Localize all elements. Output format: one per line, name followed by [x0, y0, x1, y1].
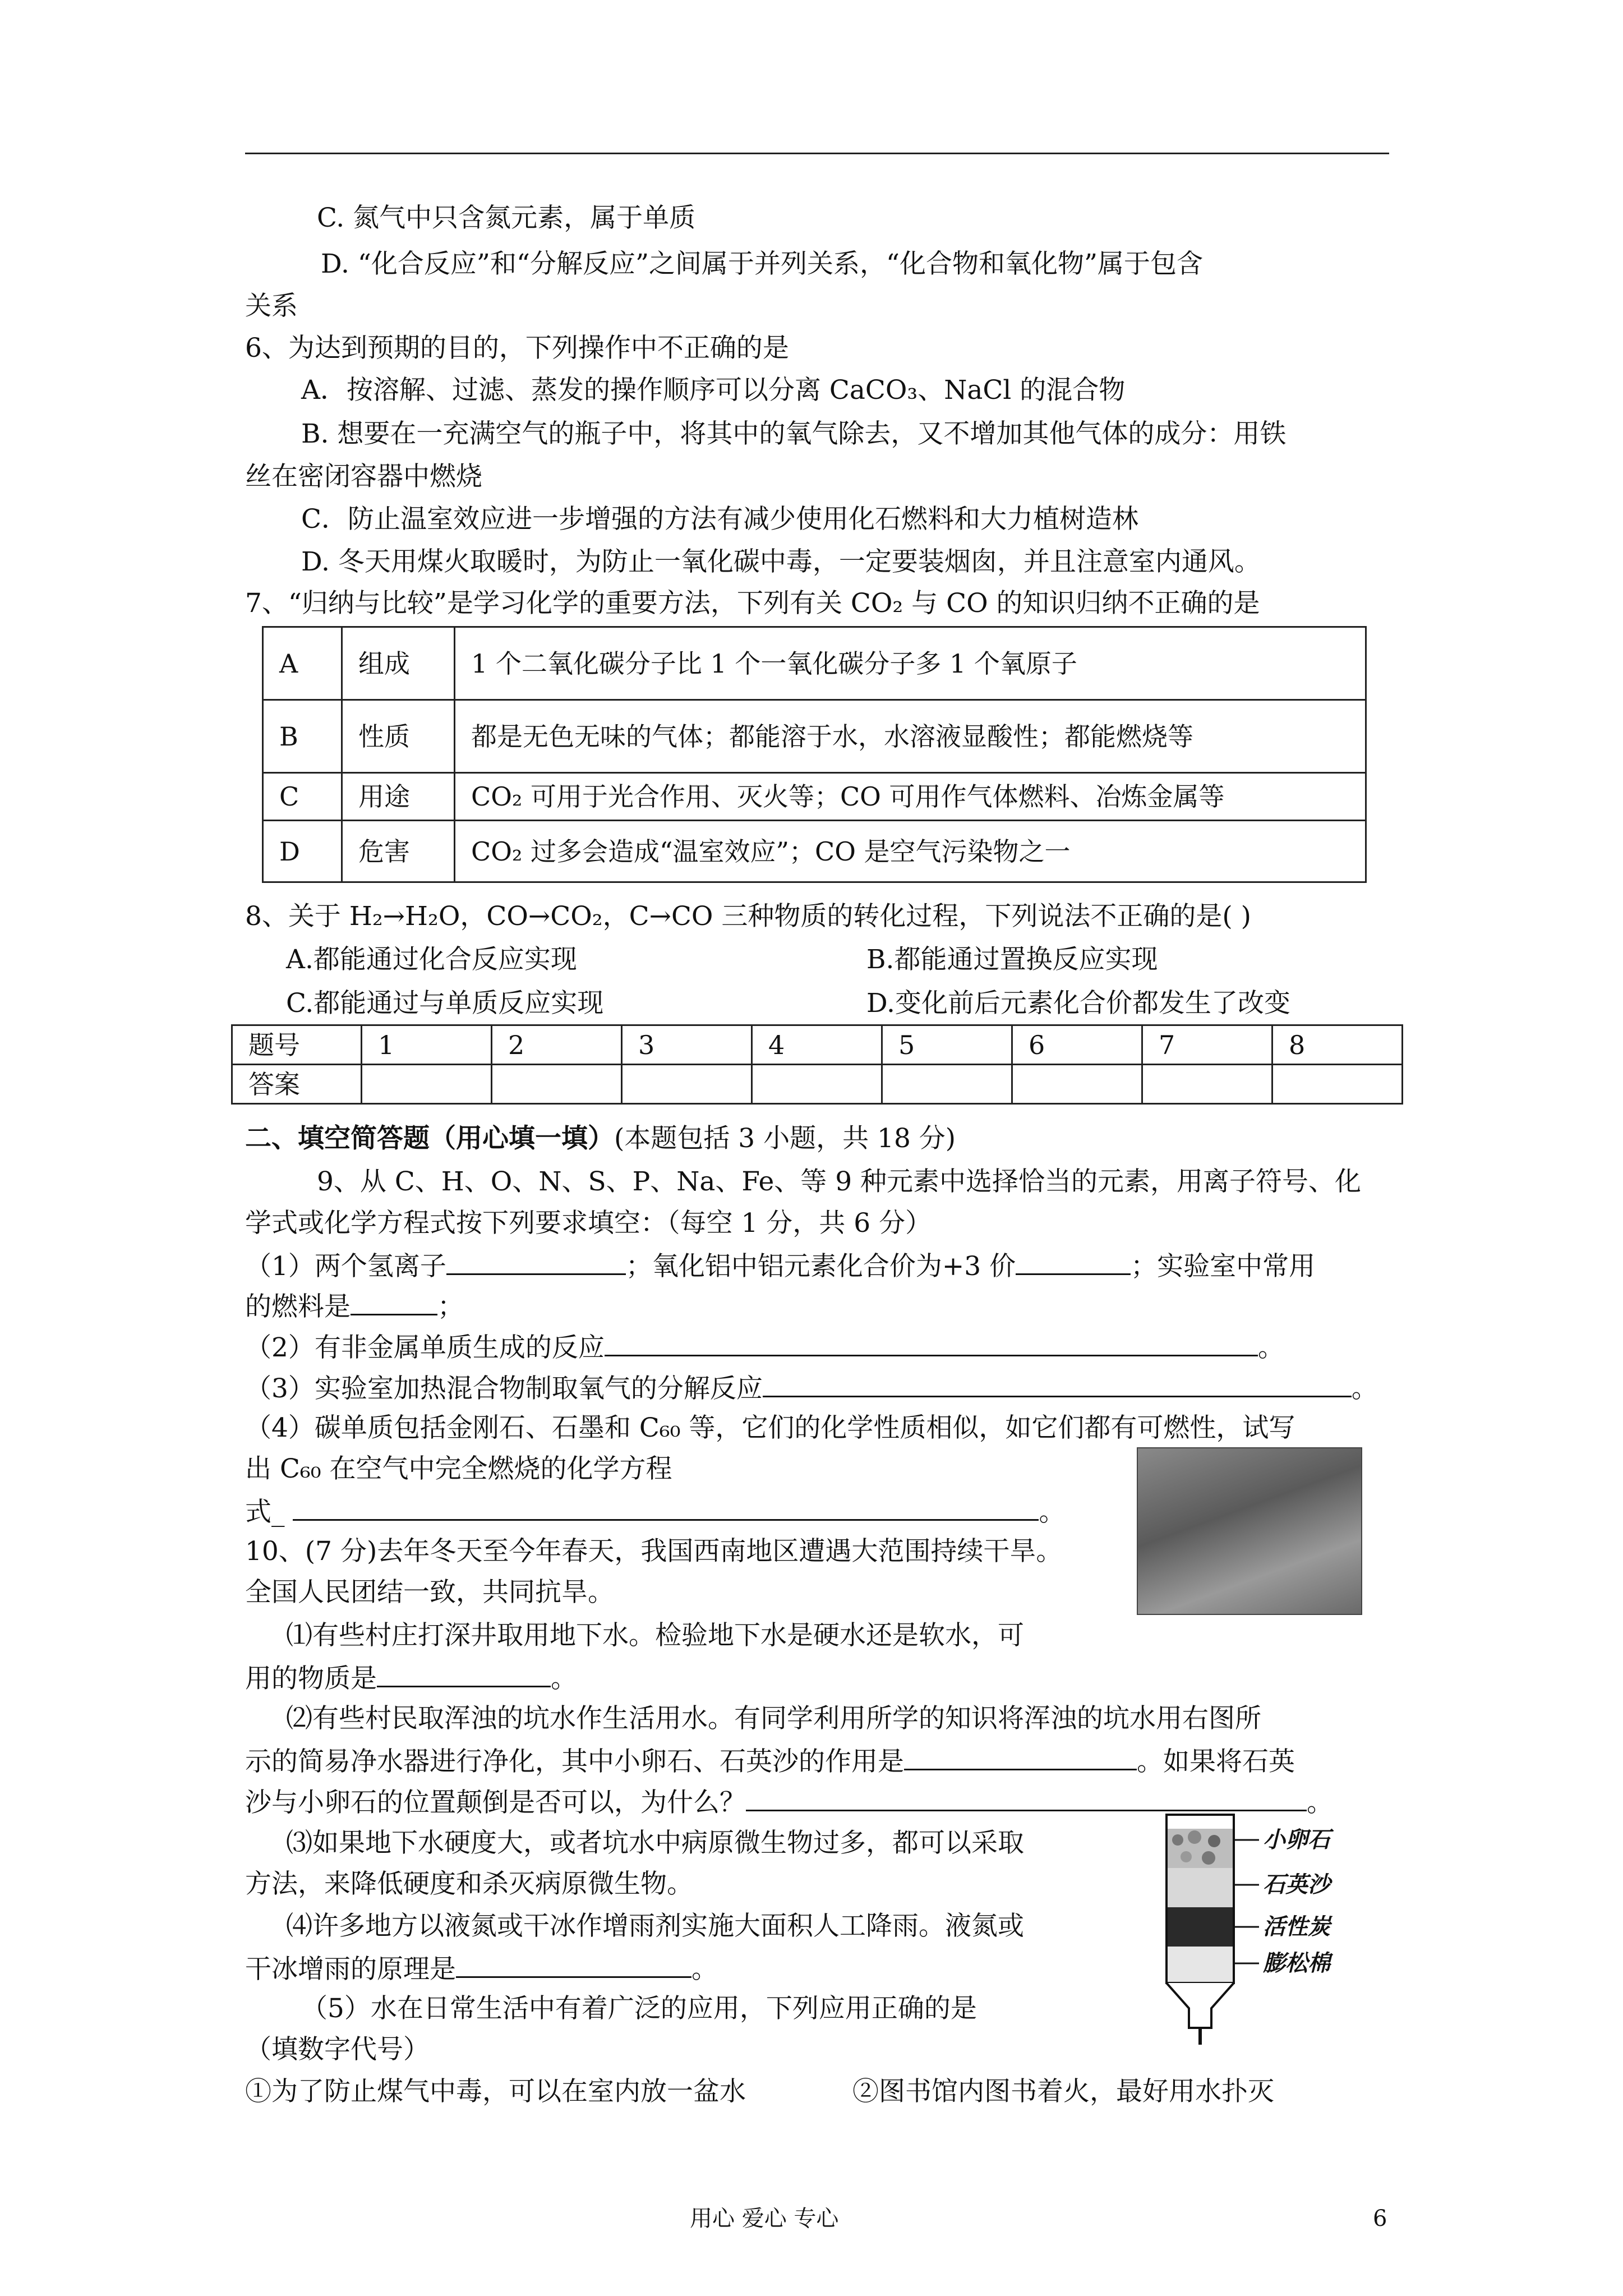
- question-9-cont: 学式或化学方程式按下列要求填空：（每空 1 分，共 6 分）: [245, 1208, 932, 1239]
- page-number: 6: [1373, 2206, 1387, 2231]
- question-number: 7: [1142, 1025, 1272, 1065]
- answer-table-head: 答案: [232, 1065, 362, 1104]
- period: 。: [1039, 1497, 1066, 1527]
- water-filter-diagram: [1138, 1806, 1374, 2053]
- question-number: 3: [622, 1025, 752, 1065]
- question-10-cont: 全国人民团结一致，共同抗旱。: [245, 1577, 614, 1608]
- drought-photo: [1137, 1447, 1362, 1615]
- filter-label: 石英沙: [1263, 1871, 1330, 1898]
- answer-blank[interactable]: [605, 1332, 1258, 1356]
- q10-part-4-cont: [245, 1954, 718, 1985]
- period: 。: [691, 1954, 718, 1985]
- answer-cell[interactable]: [622, 1065, 752, 1104]
- period: 。: [1351, 1373, 1378, 1404]
- question-9: 9、从 C、H、O、N、S、P、Na、Fe、等 9 种元素中选择恰当的元素，用离子符号、化: [317, 1166, 1362, 1197]
- q7-desc: CO₂ 过多会造成“温室效应”；CO 是空气污染物之一: [455, 821, 1366, 882]
- q9-1-text-a: （1）两个氢离子: [245, 1251, 446, 1282]
- q7-cat: 用途: [342, 773, 455, 821]
- q6-option-c: C．防止温室效应进一步增强的方法有减少使用化石燃料和大力植树造林: [301, 504, 1138, 535]
- section-2-title: 二、填空简答题（用心填一填）: [245, 1123, 614, 1154]
- q7-desc: 1 个二氧化碳分子比 1 个一氧化碳分子多 1 个氧原子: [455, 627, 1366, 700]
- question-number: 6: [1012, 1025, 1142, 1065]
- q10-part-5: （5）水在日常生活中有着广泛的应用，下列应用正确的是: [301, 1993, 977, 2024]
- option-d-line-cont: 关系: [245, 291, 298, 321]
- q9-part-1-cont: [245, 1291, 464, 1320]
- answer-blank[interactable]: [377, 1663, 551, 1687]
- question-number: 4: [752, 1025, 882, 1065]
- question-number: 5: [882, 1025, 1012, 1065]
- question-number: 1: [362, 1025, 492, 1065]
- q7-cat: 组成: [342, 627, 455, 700]
- q9-part-4-cont: 出 C₆₀ 在空气中完全燃烧的化学方程: [245, 1453, 672, 1484]
- answer-cell[interactable]: [1012, 1065, 1142, 1104]
- q8-option-c: C.都能通过与单质反应实现: [286, 988, 604, 1019]
- section-2-note: (本题包括 3 小题，共 18 分): [614, 1123, 956, 1154]
- answer-blank[interactable]: [456, 1954, 691, 1978]
- q10-part-2-cont: [245, 1746, 1295, 1775]
- q9-part-3: [245, 1373, 1378, 1402]
- q10-2-text-c: 沙与小卵石的位置颠倒是否可以，为什么？: [245, 1787, 746, 1818]
- question-7: 7、“归纳与比较”是学习化学的重要方法，下列有关 CO₂ 与 CO 的知识归纳不正确的是: [245, 588, 1260, 619]
- q7-opt: D: [263, 821, 342, 882]
- q7-opt: C: [263, 773, 342, 821]
- q10-part-1-cont: [245, 1663, 577, 1692]
- filter-label: 活性炭: [1263, 1913, 1330, 1940]
- q9-part-4-eq: [245, 1497, 1065, 1525]
- q7-desc: CO₂ 可用于光合作用、灭火等；CO 可用作气体燃料、冶炼金属等: [455, 773, 1366, 821]
- period: 。: [1257, 1332, 1284, 1363]
- q10-4-text: 干冰增雨的原理是: [245, 1954, 456, 1985]
- q9-part-2: [245, 1332, 1284, 1361]
- answer-table-number-row: [232, 1025, 1403, 1065]
- q10-1-text: 用的物质是: [245, 1663, 377, 1694]
- period: 。: [1307, 1787, 1333, 1818]
- answer-cell[interactable]: [752, 1065, 882, 1104]
- q10-5-option-2: ②图书馆内图书着火，最好用水扑灭: [852, 2076, 1274, 2107]
- q8-option-b: B.都能通过置换反应实现: [866, 944, 1158, 975]
- header-rule: [245, 153, 1389, 154]
- q9-1-text-c: ；实验室中常用: [1131, 1251, 1316, 1282]
- q7-row-b: [263, 700, 1366, 773]
- q8-option-d: D.变化前后元素化合价都发生了改变: [866, 988, 1290, 1019]
- q7-table: [262, 626, 1367, 883]
- q9-4-text: 式_: [245, 1497, 285, 1527]
- answer-table: [231, 1024, 1403, 1105]
- q9-1-text-e: ；: [437, 1291, 464, 1322]
- q10-part-5-cont: （填数字代号）: [245, 2034, 430, 2065]
- q10-part-4: ⑷许多地方以液氮或干冰作增雨剂实施大面积人工降雨。液氮或: [286, 1911, 1024, 1941]
- answer-cell[interactable]: [1272, 1065, 1403, 1104]
- q7-opt: B: [263, 700, 342, 773]
- q6-option-b-cont: 丝在密闭容器中燃烧: [245, 461, 482, 492]
- answer-blank[interactable]: [351, 1291, 437, 1315]
- q10-part-1: ⑴有些村庄打深井取用地下水。检验地下水是硬水还是软水，可: [286, 1620, 1024, 1651]
- question-number: 2: [492, 1025, 622, 1065]
- answer-blank[interactable]: [1016, 1251, 1131, 1275]
- answer-cell[interactable]: [1142, 1065, 1272, 1104]
- question-10: 10、(7 分)去年冬天至今年春天，我国西南地区遭遇大范围持续干旱。: [245, 1536, 1063, 1567]
- answer-table-head: 题号: [232, 1025, 362, 1065]
- answer-cell[interactable]: [362, 1065, 492, 1104]
- filter-label: 小卵石: [1263, 1826, 1330, 1853]
- period: 。: [551, 1663, 577, 1694]
- q10-part-2: ⑵有些村民取浑浊的坑水作生活用水。有同学利用所学的知识将浑浊的坑水用右图所: [286, 1703, 1261, 1734]
- q9-1-text-d: 的燃料是: [245, 1291, 351, 1322]
- answer-blank[interactable]: [446, 1251, 626, 1275]
- answer-blank[interactable]: [293, 1497, 1039, 1521]
- q6-option-d: D. 冬天用煤火取暖时，为防止一氧化碳中毒，一定要装烟囱，并且注意室内通风。: [301, 546, 1261, 577]
- q10-5-option-1: ①为了防止煤气中毒，可以在室内放一盆水: [245, 2076, 746, 2107]
- footer-motto: 用心 爱心 专心: [690, 2206, 839, 2231]
- filter-label: 膨松棉: [1263, 1950, 1330, 1976]
- question-6: 6、为达到预期的目的，下列操作中不正确的是: [245, 333, 789, 364]
- q6-option-a: A．按溶解、过滤、蒸发的操作顺序可以分离 CaCO₃、NaCl 的混合物: [301, 375, 1126, 406]
- q9-part-1: [245, 1251, 1315, 1280]
- q10-2-text-a: 示的简易净水器进行净化，其中小卵石、石英沙的作用是: [245, 1746, 904, 1777]
- question-8: 8、关于 H₂→H₂O，CO→CO₂，C→CO 三种物质的转化过程，下列说法不正确的是( ): [245, 901, 1252, 932]
- question-number: 8: [1272, 1025, 1403, 1065]
- q6-option-b: B. 想要在一充满空气的瓶子中，将其中的氧气除去，又不增加其他气体的成分：用铁: [301, 418, 1287, 449]
- water-filter-drawing: [1138, 1806, 1374, 2053]
- q7-cat: 危害: [342, 821, 455, 882]
- option-c-line: C. 氮气中只含氮元素，属于单质: [317, 203, 696, 233]
- q7-row-d: [263, 821, 1366, 882]
- q7-opt: A: [263, 627, 342, 700]
- answer-blank[interactable]: [763, 1373, 1352, 1397]
- answer-cell[interactable]: [882, 1065, 1012, 1104]
- answer-table-answer-row: [232, 1065, 1403, 1104]
- q7-row-c: [263, 773, 1366, 821]
- q9-2-text: （2）有非金属单质生成的反应: [245, 1332, 605, 1363]
- q7-desc: 都是无色无味的气体；都能溶于水，水溶液显酸性；都能燃烧等: [455, 700, 1366, 773]
- option-d-line: D. “化合反应”和“分解反应”之间属于并列关系，“化合物和氧化物”属于包含: [321, 249, 1204, 279]
- answer-blank[interactable]: [904, 1746, 1137, 1770]
- q9-3-text: （3）实验室加热混合物制取氧气的分解反应: [245, 1373, 763, 1404]
- q9-part-4: （4）碳单质包括金刚石、石墨和 C₆₀ 等，它们的化学性质相似，如它们都有可燃性，试写: [245, 1412, 1295, 1443]
- q7-cat: 性质: [342, 700, 455, 773]
- answer-cell[interactable]: [492, 1065, 622, 1104]
- q8-option-a: A.都能通过化合反应实现: [286, 944, 577, 975]
- q9-1-text-b: ；氧化铝中铝元素化合价为+3 价: [625, 1251, 1016, 1282]
- q10-2-text-b: 。如果将石英: [1137, 1746, 1295, 1777]
- section-2-heading: [245, 1125, 956, 1152]
- q10-part-3-cont: 方法，来降低硬度和杀灭病原微生物。: [245, 1869, 693, 1899]
- q10-part-3: ⑶如果地下水硬度大，或者坑水中病原微生物过多，都可以采取: [286, 1828, 1024, 1858]
- q7-row-a: [263, 627, 1366, 700]
